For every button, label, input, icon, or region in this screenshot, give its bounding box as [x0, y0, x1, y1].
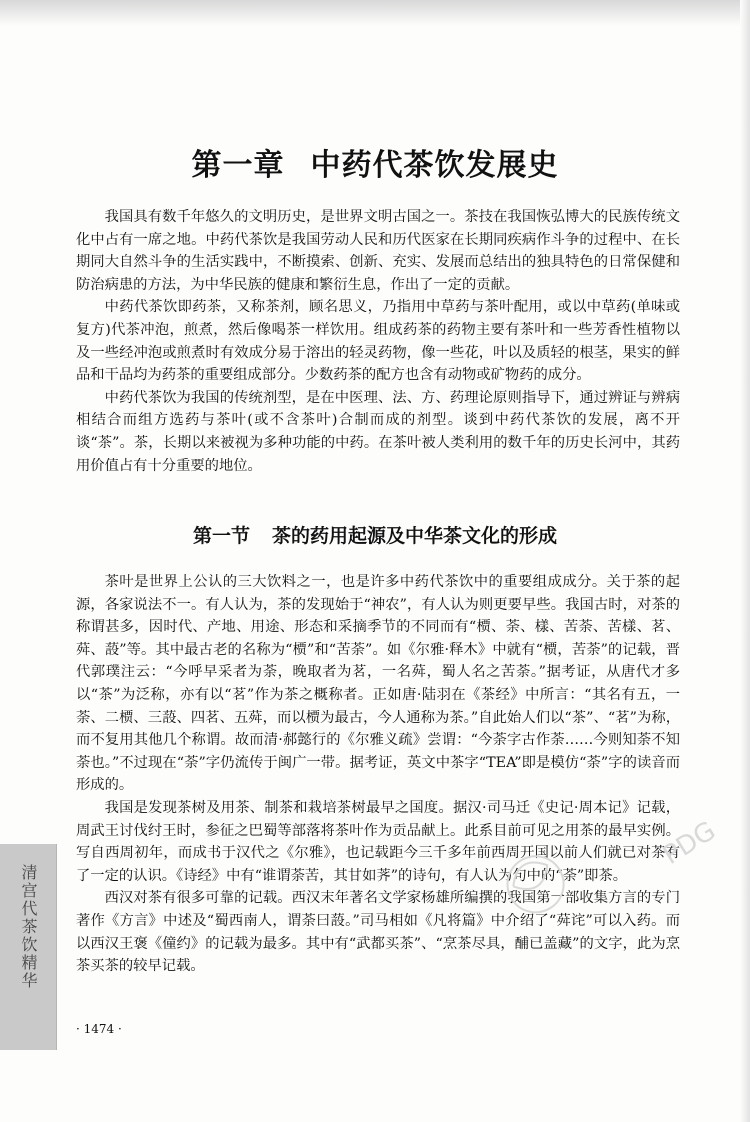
chapter-number: 第一章: [191, 148, 285, 183]
section-text: [76, 571, 680, 978]
intro-text: [76, 206, 680, 477]
chapter-title: [0, 148, 750, 184]
section-name: 茶的药用起源及中华茶文化的形成: [272, 525, 558, 547]
intro-paragraph-1: 我国具有数千年悠久的文明历史，是世界文明古国之一。茶技在我国恢弘博大的民族传统文化中占有一席之地。中药代茶饮是我国劳动人民和历代医家在长期同疾病作斗争的过程中、在长期同大自然斗争的生活实践中，不断摸索、创新、充实、发展而总结出的独具特色的日常保健和防治病患的方法，为中华民族的健康和繁衍生息，作出了一定的贡献。: [76, 209, 680, 293]
intro-paragraph-3: 中药代茶饮为我国的传统剂型，是在中医理、法、方、药理论原则指导下，通过辨证与辨病相结合而组方选药与茶叶(或不含茶叶)合制而成的剂型。谈到中药代茶饮的发展，离不开谈“茶”。茶，长期以来被视为多种功能的中药。在茶叶被人类利用的数千年的历史长河中，其药用价值占有十分重要的地位。: [76, 389, 680, 474]
side-tab-text: 清宫代茶饮精华: [19, 864, 38, 990]
section-paragraph-1: 茶叶是世界上公认的三大饮料之一，也是许多中药代茶饮中的重要组成成分。关于茶的起源，各家说法不一。有人认为，茶的发现始于“神农”，有人认为则更要早些。我国古时，对茶的称谓甚多，因时代、产地、用途、形态和采摘季节的不同而有“槚、荼、樣、苦荼、苦樣、茗、荈、蔎”等。其中最古老的名称为“槚”和“苦荼”。如《尔雅·释木》中就有“槚，苦荼”的记载，晋代郭璞注云：“今呼早采者为荼，晚取者为茗，一名荈，蜀人名之苦荼。”据考证，从唐代才多以“茶”为泛称，亦有以“茗”作为茶之概称者。正如唐·陆羽在《茶经》中所言：“其名有五，一荼、二槚、三蔎、四茗、五荈，而以槚为最古，今人通称为茶。”自此始人们以“茶”、“茗”为称，而不复用其他几个称谓。故而清·郝懿行的《尔雅义疏》尝谓：“今荼字古作荼……今则知荼不知荼也。”不过现在“荼”字仍流传于闽广一带。据考证，英文中茶字“TEA”即是模仿“荼”字的读音而形成的。: [76, 574, 680, 794]
section-number: 第一节: [192, 525, 250, 547]
section-paragraph-3: 西汉对茶有很多可靠的记载。西汉末年著名文学家杨雄所编撰的我国第一部收集方言的专门著作《方言》中述及“蜀西南人，谓荼曰蔎。”司马相如《凡将篇》中介绍了“荈诧”可以入药。而以西汉王褒《僮约》的记载为最多。其中有“武都买茶”、“烹茶尽具，酺已盖藏”的文字，此为烹茶买茶的较早记载。: [76, 890, 680, 975]
intro-paragraph-2: 中药代茶饮即药茶，又称茶剂，顾名思义，乃指用中草药与茶叶配用，或以中草药(单味或复方)代茶冲泡，煎煮，然后像喝茶一样饮用。组成药茶的药物主要有茶叶和一些芳香性植物以及一些经冲泡或煎煮时有效成分易于溶出的轻灵药物，像一些花，叶以及质轻的根茎，果实的鲜品和干品均为药茶的重要组成部分。少数药茶的配方也含有动物或矿物药的成分。: [76, 299, 680, 384]
side-tab: [0, 844, 57, 1050]
scan-top-shadow: [0, 0, 750, 26]
page-number: · 1474 ·: [76, 1022, 122, 1036]
section-title: [0, 522, 750, 550]
section-paragraph-2: 我国是发现茶树及用茶、制茶和栽培茶树最早之国度。据汉·司马迁《史记·周本记》记载，周武王讨伐纣王时，参征之巴蜀等部落将茶叶作为贡品献上。此系目前可见之用茶的最早实例。写自西周初年，而成书于汉代之《尔雅》，也记载距今三千多年前西周开国以前人们就已对茶有了一定的认识。《诗经》中有“谁谓荼苦，其甘如荠”的诗句，有人认为句中的“荼”即茶。: [76, 799, 680, 884]
chapter-name: 中药代茶饮发展史: [310, 148, 559, 183]
watermark-label: PDG: [657, 815, 722, 871]
